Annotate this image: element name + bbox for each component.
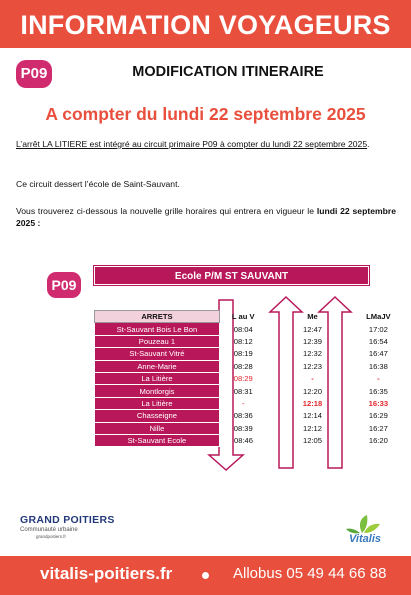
time-wednesday: 12:20 <box>303 386 323 396</box>
table-row <box>95 410 405 422</box>
time-wednesday: 12:12 <box>303 423 323 433</box>
time-weekdays: 08:36 <box>233 411 253 421</box>
line-badge: P09 <box>16 60 52 88</box>
paragraph-1-end: . <box>367 139 370 149</box>
vitalis-wordmark: Vitalis <box>349 533 381 545</box>
time-wednesday: 12:18 <box>302 398 323 408</box>
footer-banner <box>0 556 411 595</box>
time-wednesday: 12:47 <box>303 324 323 334</box>
time-weekdays: 08:29 <box>233 374 253 384</box>
time-weekdays: 08:04 <box>233 324 253 334</box>
stop-name: Montlorgis <box>95 385 220 397</box>
table-row <box>95 422 405 434</box>
time-wednesday: 12:32 <box>303 349 323 359</box>
time-lmajv: - <box>377 374 380 384</box>
page-title: INFORMATION VOYAGEURS <box>20 10 391 40</box>
table-row <box>95 397 405 409</box>
grand-poitiers-subtitle: Communauté urbaine <box>20 527 78 533</box>
column-header-stops: ARRETS <box>95 311 220 323</box>
stop-name: Pouzeau 1 <box>95 335 220 347</box>
column-header-wednesday: Me <box>307 312 318 322</box>
timetable-title: Ecole P/M ST SAUVANT <box>94 266 369 285</box>
table-row <box>95 360 405 372</box>
paragraph-3-date: lundi 22 septembre 2025 : <box>16 206 396 228</box>
stop-name: Chasseigne <box>95 410 220 422</box>
time-lmajv: 17:02 <box>368 324 388 334</box>
grand-poitiers-name: GRAND POITIERS <box>20 514 115 526</box>
stop-name: St-Sauvant Vitré <box>95 348 220 360</box>
stop-name: La Litière <box>95 397 220 409</box>
time-wednesday: 12:05 <box>303 436 323 446</box>
time-lmajv: 16:29 <box>368 411 388 421</box>
time-weekdays: 08:31 <box>233 386 253 396</box>
table-row <box>95 323 405 335</box>
time-lmajv: 16:20 <box>368 436 388 446</box>
time-wednesday: - <box>311 374 314 384</box>
time-wednesday: 12:23 <box>303 361 323 371</box>
vitalis-logo <box>340 513 390 549</box>
grand-poitiers-website: grandpoitiers.fr <box>36 534 67 539</box>
time-weekdays: 08:28 <box>233 361 253 371</box>
paragraph-1-text: L’arrêt LA LITIERE est intégré au circuit primaire P09 à compter du lundi 22 septembre 2025 <box>16 139 368 149</box>
time-weekdays: 08:19 <box>233 349 253 359</box>
table-row <box>95 372 405 384</box>
stop-name: St-Sauvant Bois Le Bon <box>95 323 220 335</box>
table-row <box>95 348 405 360</box>
table-header-row <box>95 311 405 323</box>
time-weekdays: 08:12 <box>233 336 253 346</box>
table-row <box>95 335 405 347</box>
time-lmajv: 16:38 <box>368 361 388 371</box>
time-weekdays: 08:46 <box>233 436 253 446</box>
time-lmajv: 16:47 <box>368 349 388 359</box>
separator-dot <box>202 572 209 579</box>
time-lmajv: 16:35 <box>368 386 388 396</box>
effective-date-title: A compter du lundi 22 septembre 2025 <box>45 104 366 124</box>
column-header-weekdays: L au V <box>231 312 255 322</box>
time-wednesday: 12:39 <box>303 336 323 346</box>
time-lmajv: 16:33 <box>368 398 389 408</box>
time-wednesday: 12:14 <box>303 411 323 421</box>
table-row <box>95 434 405 446</box>
allobus-phone: Allobus 05 49 44 66 88 <box>233 565 387 582</box>
stop-name: Nille <box>95 422 220 434</box>
line-badge-small: P09 <box>47 272 81 298</box>
time-weekdays: 08:39 <box>233 423 253 433</box>
notice-subtitle: MODIFICATION ITINERAIRE <box>132 64 324 80</box>
vitalis-leaf-icon <box>340 513 390 535</box>
table-row <box>95 385 405 397</box>
stop-name: La Litière <box>95 372 220 384</box>
time-lmajv: 16:54 <box>368 336 388 346</box>
paragraph-2: Ce circuit dessert l’école de Saint-Sauvant. <box>16 179 180 189</box>
stop-name: St-Sauvant Ecole <box>95 434 220 446</box>
website-link[interactable]: vitalis-poitiers.fr <box>40 564 173 583</box>
column-header-lmajv: LMaJV <box>366 312 391 322</box>
grand-poitiers-logo <box>20 514 115 539</box>
paragraph-3-text: Vous trouverez ci-dessous la nouvelle grille horaires qui entrera en vigueur le <box>16 206 317 216</box>
time-lmajv: 16:27 <box>368 423 388 433</box>
timetable <box>94 310 405 447</box>
time-weekdays: - <box>241 398 245 408</box>
stop-name: Anne-Marie <box>95 360 220 372</box>
